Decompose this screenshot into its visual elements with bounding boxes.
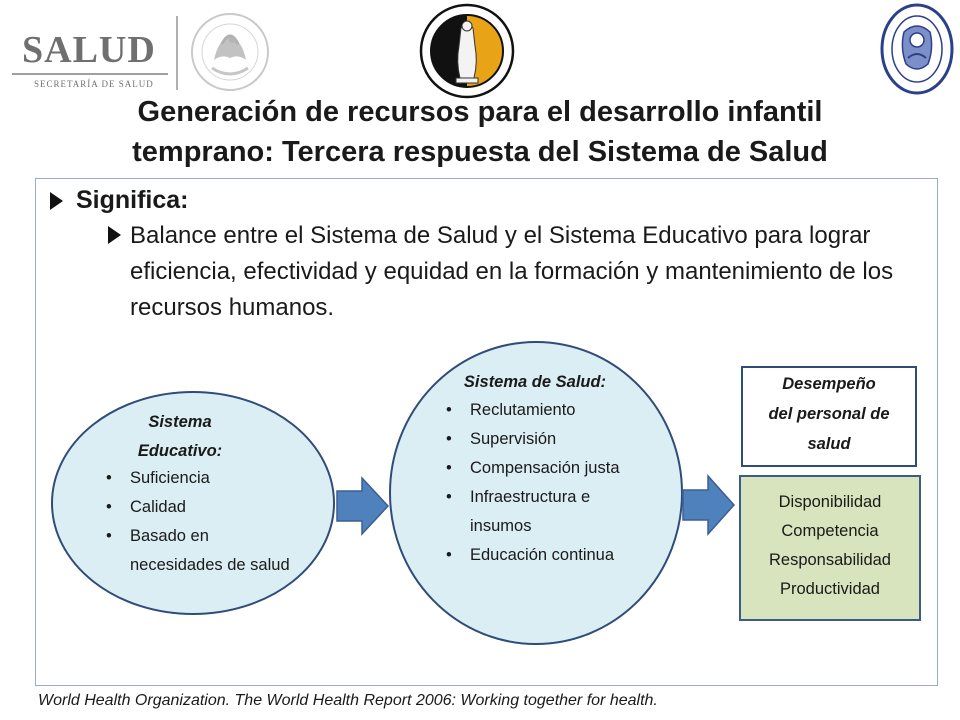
list-item: • Calidad	[100, 493, 300, 522]
slide-title-line-2: temprano: Tercera respuesta del Sistema de Salud	[132, 136, 828, 168]
list-item: • Infraestructura e insumos	[440, 483, 640, 541]
arrow-educativo-to-salud	[337, 478, 388, 534]
sistema-de-salud-list	[440, 396, 640, 570]
list-item: Disponibilidad	[778, 493, 882, 511]
indicadores-list	[739, 488, 921, 604]
sistema-educativo-heading	[75, 408, 285, 466]
desempeno-line-2: del personal de	[768, 405, 890, 423]
significa-heading: Significa:	[76, 186, 189, 214]
sistema-educativo-heading-line-2: Educativo:	[137, 442, 223, 460]
list-item: • Compensación justa	[440, 454, 640, 483]
list-item: Productividad	[780, 580, 880, 598]
list-item: Competencia	[781, 522, 879, 540]
sistema-de-salud-heading: Sistema de Salud:	[463, 373, 607, 391]
citation: World Health Organization. The World Health Report 2006: Working together for health.	[38, 692, 658, 709]
slide-title-line-1: Generación de recursos para el desarrollo infantil	[137, 96, 823, 128]
sistema-educativo-heading-line-1: Sistema	[148, 413, 212, 431]
desempeno-text	[741, 369, 917, 459]
list-item: • Suficiencia	[100, 464, 300, 493]
sistema-educativo-list	[100, 464, 300, 580]
list-item: • Reclutamiento	[440, 396, 640, 425]
list-item: • Basado en necesidades de salud	[100, 522, 300, 580]
arrow-salud-to-desempeno	[683, 476, 734, 534]
list-item: Responsabilidad	[768, 551, 891, 569]
desempeno-line-1: Desempeño	[782, 375, 876, 393]
list-item: • Supervisión	[440, 425, 640, 454]
balance-statement: Balance entre el Sistema de Salud y el Sistema Educativo para lograr eficiencia, efectividad y equidad en la formación y mantenimiento de los recursos humanos.	[130, 222, 894, 321]
list-item: • Educación continua	[440, 541, 640, 570]
salud-logo-text: SALUD	[22, 29, 156, 71]
salud-logo-subtext: SECRETARÍA DE SALUD	[34, 79, 154, 89]
desempeno-line-3: salud	[807, 435, 851, 453]
